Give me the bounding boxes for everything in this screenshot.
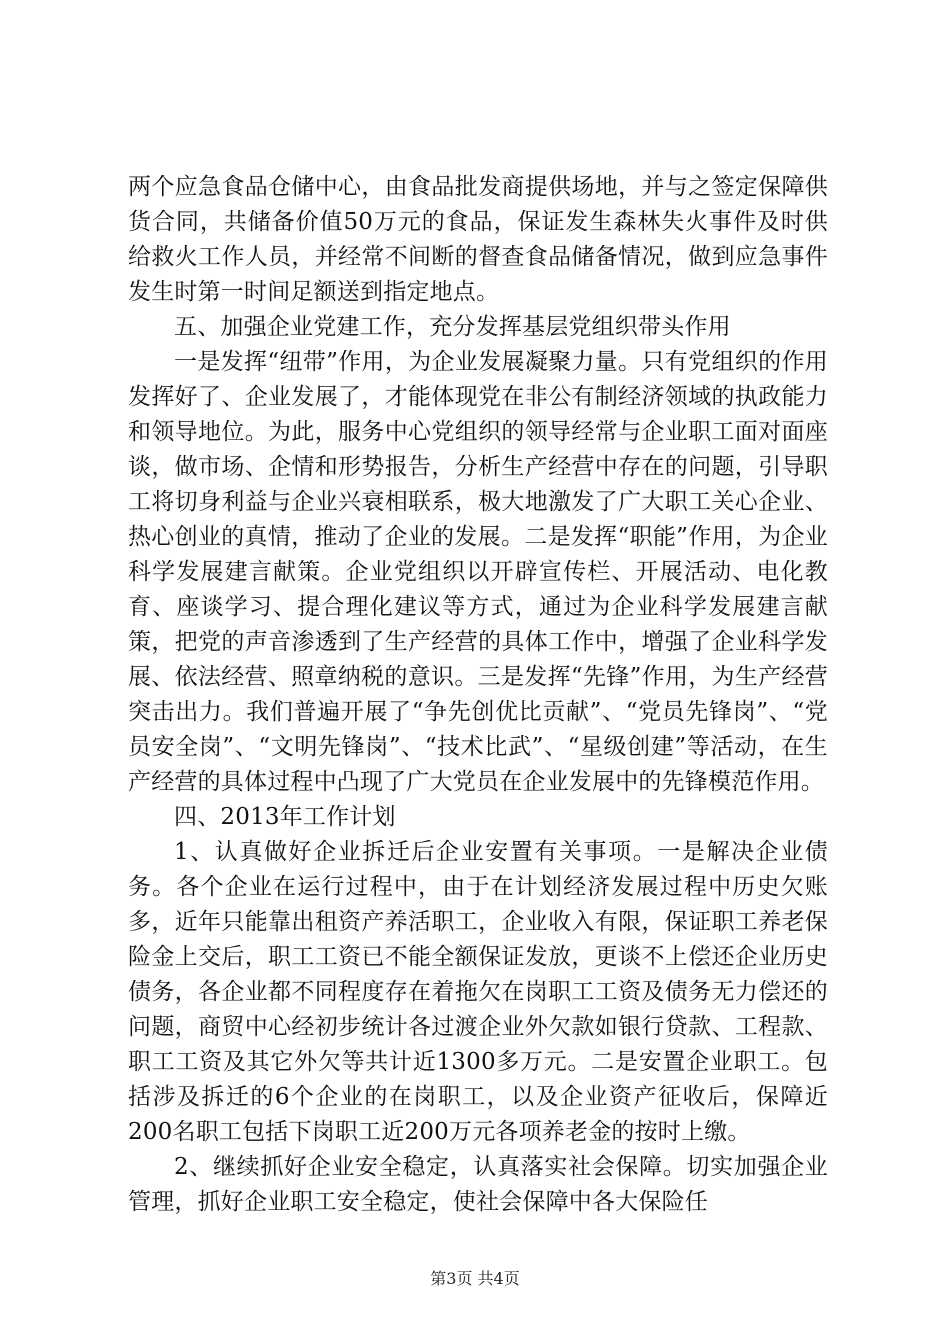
paragraph-party-roles: 一是发挥“纽带”作用，为企业发展凝聚力量。只有党组织的作用发挥好了、企业发展了，才能体现党在非公有制经济领域的执政能力和领导地位。为此，服务中心党组织的领导经常与企业职工面对面座谈，做市场、企情和形势报告，分析生产经营中存在的问题，引导职工将切身利益与企业兴衰相联系，极大地激发了广大职工关心企业、热心创业的真情，推动了企业的发展。二是发挥“职能”作用，为企业科学发展建言献策。企业党组织以开辟宣传栏、开展活动、电化教育、座谈学习、提合理化建议等方式，通过为企业科学发展建言献策，把党的声音渗透到了生产经营的具体工作中，增强了企业科学发展、依法经营、照章纳税的意识。三是发挥“先锋”作用，为生产经营突击出力。我们普遍开展了“争先创优比贡献”、“党员先锋岗”、“党员安全岗”、“文明先锋岗”、“技术比武”、“星级创建”等活动，在生产经营的具体过程中凸现了广大党员在企业发展中的先锋模范作用。: [128, 349, 828, 795]
paragraph-plan-item-2: 2、继续抓好企业安全稳定，认真落实社会保障。切实加强企业管理，抓好企业职工安全稳定，使社会保障中各大保险任: [128, 1154, 828, 1215]
paragraph-plan-item-1: 1、认真做好企业拆迁后企业安置有关事项。一是解决企业债务。各个企业在运行过程中，由于在计划经济发展过程中历史欠账多，近年只能靠出租资产养活职工，企业收入有限，保证职工养老保险金上交后，职工工资已不能全额保证发放，更谈不上偿还企业历史债务，各企业都不同程度存在着拖欠在岗职工工资及债务无力偿还的问题，商贸中心经初步统计各过渡企业外欠款如银行贷款、工程款、职工工资及其它外欠等共计近1300多万元。二是安置企业职工。包括涉及拆迁的6个企业的在岗职工，以及企业资产征收后，保障近200名职工包括下岗职工近200万元各项养老金的按时上缴。: [128, 839, 828, 1145]
heading-work-plan: 四、2013年工作计划: [174, 804, 396, 830]
heading-party-building: 五、加强企业党建工作，充分发挥基层党组织带头作用: [174, 314, 731, 340]
document-body: [128, 170, 828, 1220]
paragraph-emergency-food: 两个应急食品仓储中心，由食品批发商提供场地，并与之签定保障供货合同，共储备价值50万元的食品，保证发生森林失火事件及时供给救火工作人员，并经常不间断的督查食品储备情况，做到应急事件发生时第一时间足额送到指定地点。: [128, 174, 828, 305]
page-footer: 第3页 共4页: [430, 1269, 520, 1288]
